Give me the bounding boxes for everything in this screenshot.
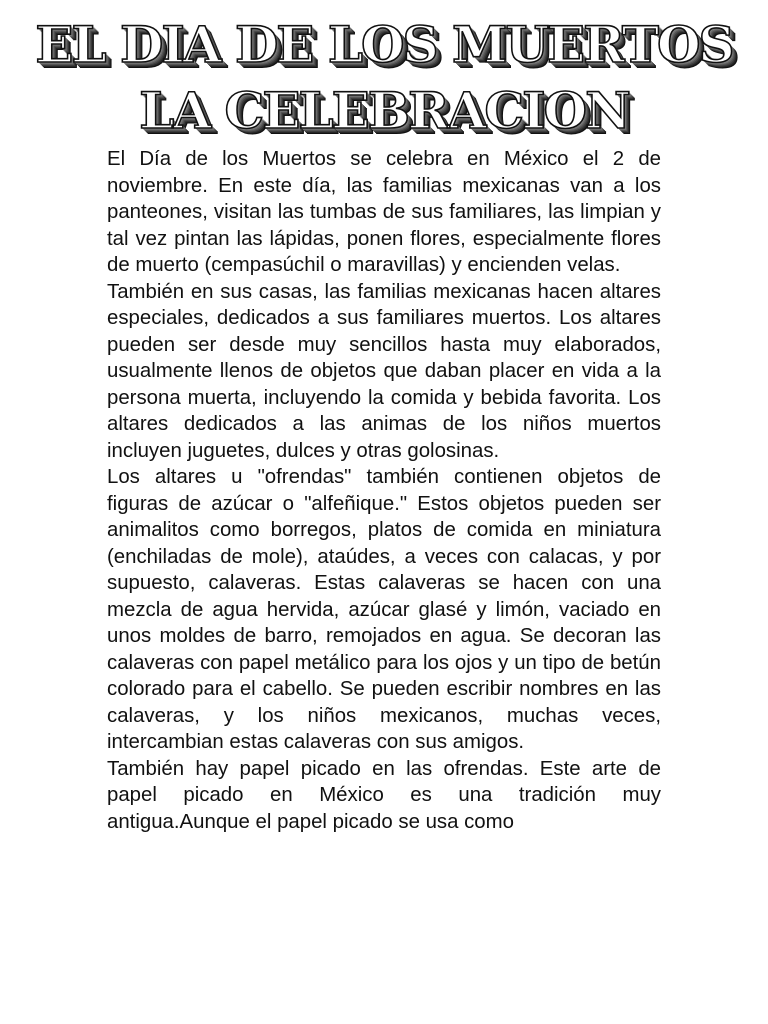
paragraph-4: También hay papel picado en las ofrendas. Este arte de papel picado en México es una tradición muy antigua.Aunque el papel picado se usa como <box>107 757 661 833</box>
body-text <box>107 146 661 835</box>
title-line-1: EL DIA DE LOS MUERTOS <box>35 15 733 74</box>
title-line-2: LA CELEBRACION <box>139 81 629 140</box>
paragraph-2: También en sus casas, las familias mexicanas hacen altares especiales, dedicados a sus familiares muertos. Los altares pueden ser desde muy sencillos hasta muy elaborados, usualmente llenos de objetos que daban placer en vida a la persona muerta, incluyendo la comida y bebida favorita. Los altares dedicados a las animas de los niños muertos incluyen juguetes, dulces y otras golosinas. <box>107 280 661 462</box>
paragraph-3: Los altares u "ofrendas" también contienen objetos de figuras de azúcar o "alfeñique." Estos objetos pueden ser animalitos como borregos, platos de comida en miniatura (enchiladas de mole), ataúdes, a veces con calacas, y por supuesto, calaveras. Estas calaveras se hacen con una mezcla de agua hervida, azúcar glasé y limón, vaciado en unos moldes de barro, remojados en agua. Se decoran las calaveras con papel metálico para los ojos y un tipo de betún colorado para el cabello. Se pueden escribir nombres en las calaveras, y los niños mexicanos, muchas veces, intercambian estas calaveras con sus amigos. <box>107 466 661 753</box>
paragraph-1: El Día de los Muertos se celebra en México el 2 de noviembre. En este día, las familias mexicanas van a los panteones, visitan las tumbas de sus familiares, las limpian y tal vez pintan las lápidas, ponen flores, especialmente flores de muerto (cempasúchil o maravillas) y encienden velas. <box>107 148 661 276</box>
